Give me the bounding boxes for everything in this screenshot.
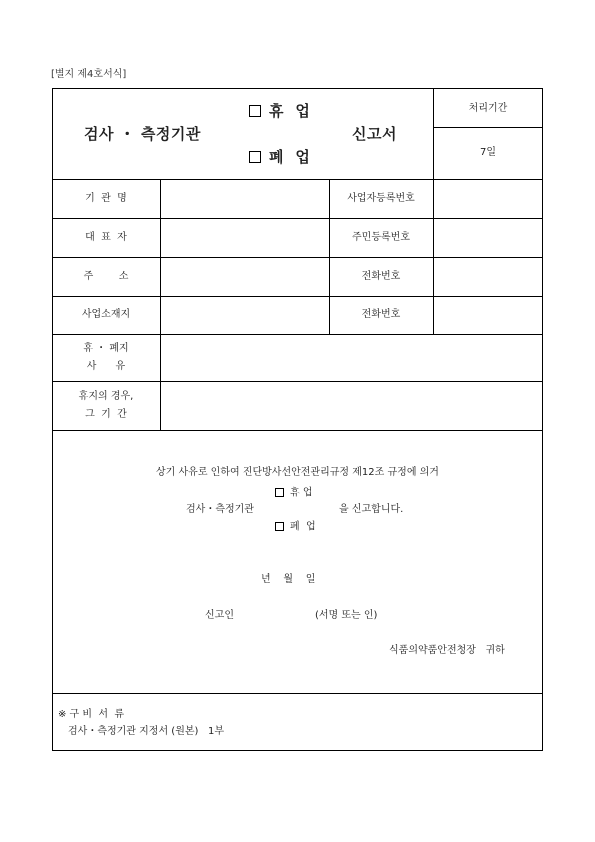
statement-middle-left: 검사・측정기관 — [186, 504, 254, 515]
input-phone-2[interactable] — [434, 297, 542, 333]
divider-row6 — [52, 430, 543, 431]
label-representative: 대 표 자 — [85, 232, 127, 243]
label-reason-line2: 사 유 — [86, 361, 126, 372]
label-business-location: 사업소재지 — [81, 309, 131, 320]
title-option-2: 폐 업 — [249, 150, 310, 165]
label-institution-name: 기 관 명 — [85, 193, 127, 204]
label-period-line2: 그 기 간 — [85, 409, 127, 420]
documents-heading: ※ 구 비 서 류 — [58, 709, 125, 720]
input-reason[interactable] — [161, 335, 542, 380]
input-representative[interactable] — [161, 219, 328, 256]
input-address[interactable] — [161, 258, 328, 295]
checkbox-statement-suspend[interactable] — [275, 488, 284, 497]
statement-applicant: 신고인 — [205, 610, 234, 621]
checkbox-close[interactable] — [249, 151, 261, 163]
input-business-reg-no[interactable] — [434, 180, 542, 217]
statement-date: 년 월 일 — [261, 574, 316, 585]
statement-recipient: 식품의약품안전청장 귀하 — [389, 645, 505, 656]
label-resident-reg-no: 주민등록번호 — [352, 232, 410, 243]
label-phone-1: 전화번호 — [361, 271, 401, 282]
checkbox-statement-close[interactable] — [275, 522, 284, 531]
processing-period-value: 7일 — [479, 147, 497, 158]
divider-processing — [433, 127, 543, 128]
label-period-line1: 휴지의 경우, — [78, 391, 134, 402]
divider-col-processing — [433, 88, 434, 179]
label-address: 주 소 — [83, 271, 129, 282]
divider-statement — [52, 693, 543, 694]
label-reason-line1: 휴 ・ 폐지 — [83, 343, 129, 354]
label-phone-2: 전화번호 — [361, 309, 401, 320]
processing-period-label: 처리기간 — [468, 103, 508, 114]
form-label: [별지 제4호서식] — [51, 69, 127, 80]
statement-signature: (서명 또는 인) — [315, 610, 378, 621]
title-option-1: 휴 업 — [249, 104, 310, 119]
input-phone-1[interactable] — [434, 258, 542, 295]
statement-option-1: 휴 업 — [275, 488, 313, 499]
label-business-reg-no: 사업자등록번호 — [347, 193, 415, 204]
checkbox-suspend[interactable] — [249, 105, 261, 117]
title-main-right: 신고서 — [352, 125, 397, 143]
title-main-left: 검사 ・ 측정기관 — [84, 125, 201, 143]
input-business-location[interactable] — [161, 297, 328, 333]
input-institution-name[interactable] — [161, 180, 328, 217]
statement-option-2: 폐 업 — [275, 522, 316, 533]
statement-middle-right: 을 신고합니다. — [339, 504, 404, 515]
input-resident-reg-no[interactable] — [434, 219, 542, 256]
documents-item: 검사・측정기관 지정서 (원본) 1부 — [68, 726, 224, 737]
statement-line1: 상기 사유로 인하여 진단방사선안전관리규정 제12조 규정에 의거 — [156, 467, 439, 478]
input-period[interactable] — [161, 382, 542, 429]
